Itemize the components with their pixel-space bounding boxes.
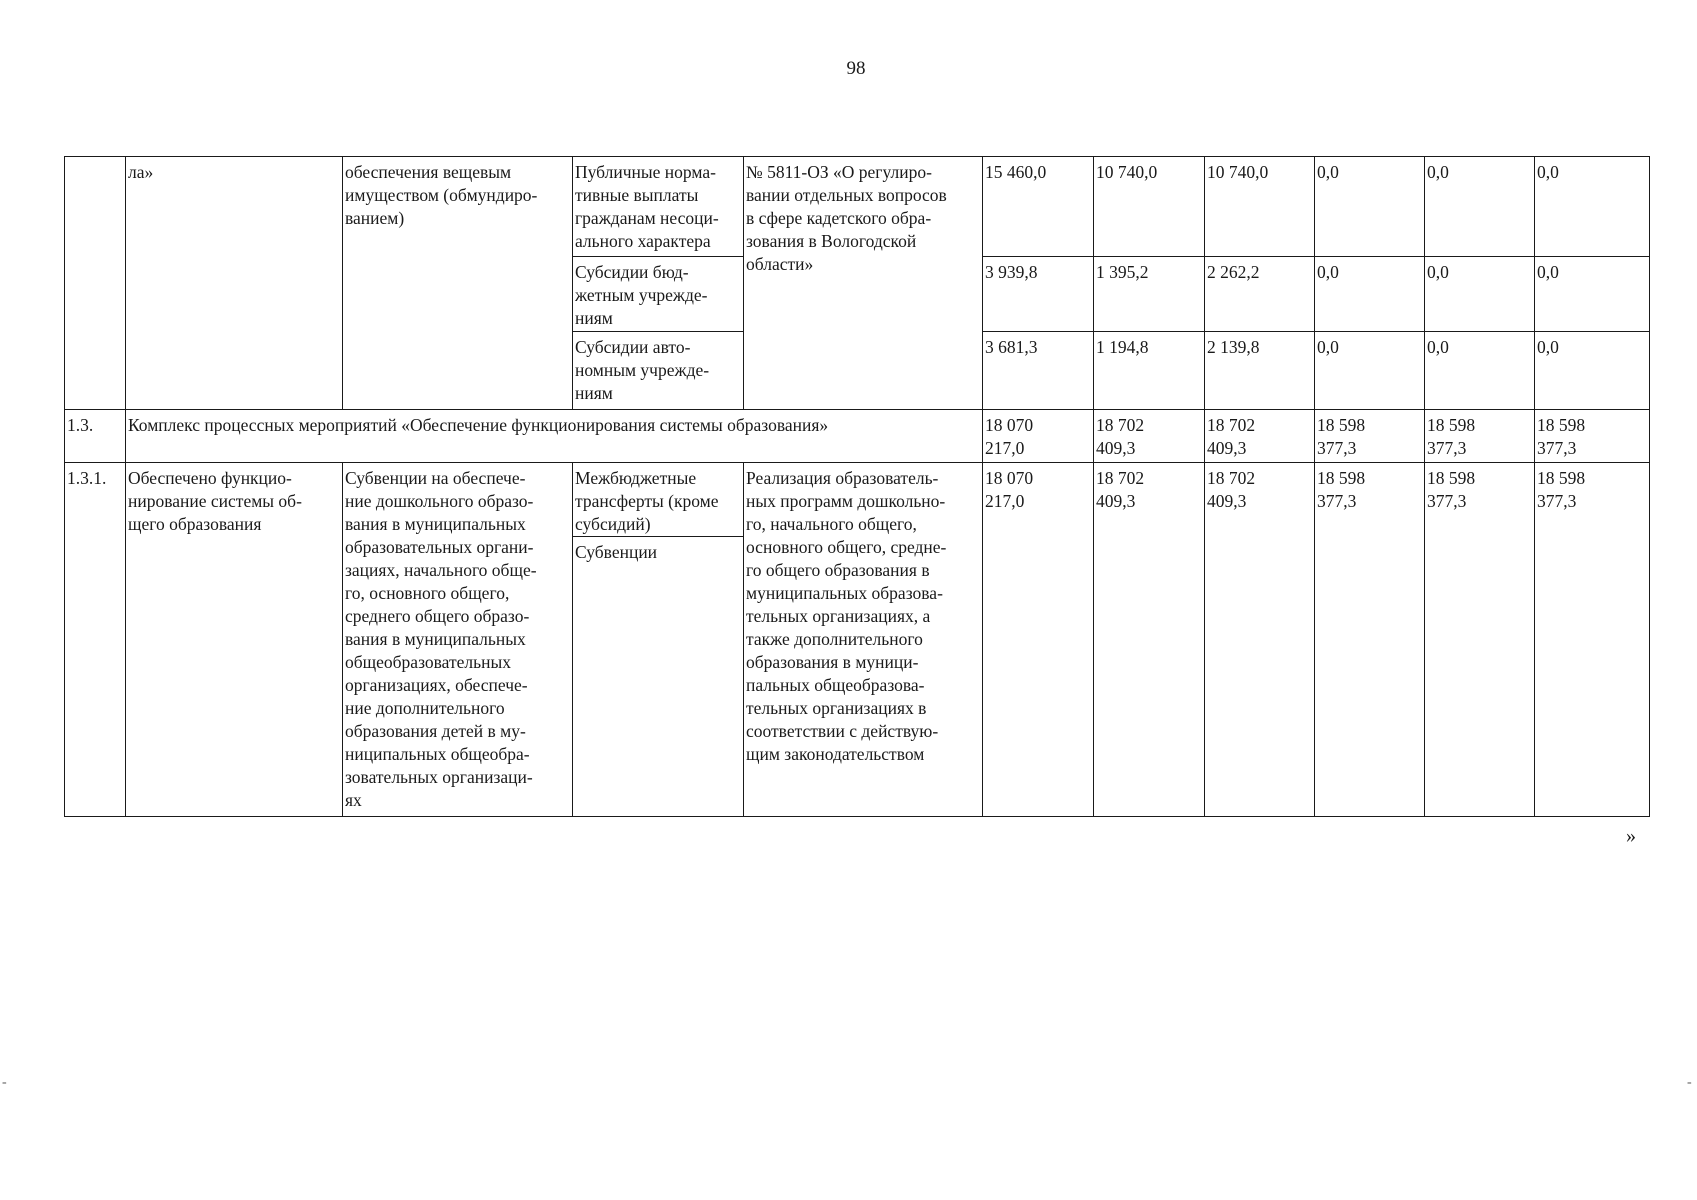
cell-value: 1 395,2 (1094, 257, 1205, 332)
closing-quote: » (1626, 825, 1636, 847)
cell-value: 18 598 377,3 (1425, 463, 1535, 817)
cell-name-continued: обеспечения вещевым имуществом (обмундиро- ванием) (343, 157, 573, 410)
cell-value: 18 070 217,0 (983, 463, 1094, 817)
cell-legal-basis: Реализация образователь- ных программ дошкольно- го, начального общего, основного общего, средне- го общего образования в муниципальных образова- тельных организациях, а также дополнительного образования в муници- пальных общеобразова- тельных организациях в соответствии с действую- щим законодательством (744, 463, 983, 817)
cell-number: 1.3.1. (65, 463, 126, 817)
scan-mark: - (1687, 1075, 1692, 1090)
cell-value: 18 598 377,3 (1535, 463, 1650, 817)
cell-value: 0,0 (1425, 257, 1535, 332)
cell-value: 0,0 (1425, 332, 1535, 410)
cell-number-empty (65, 157, 126, 410)
cell-value: 18 702 409,3 (1094, 410, 1205, 463)
cell-expense-type: Субвенции (573, 537, 744, 817)
cell-value: 0,0 (1315, 157, 1425, 257)
page-number: 98 (846, 58, 866, 79)
cell-value: 0,0 (1535, 157, 1650, 257)
cell-expense-type: Субсидии авто- номным учрежде- ниям (573, 332, 744, 410)
cell-result-continued: ла» (126, 157, 343, 410)
cell-value: 18 070 217,0 (983, 410, 1094, 463)
cell-value: 18 598 377,3 (1315, 410, 1425, 463)
table-row (65, 410, 1650, 463)
cell-value: 18 598 377,3 (1425, 410, 1535, 463)
cell-complex-title: Комплекс процессных мероприятий «Обеспечение функционирования системы образования» (126, 410, 983, 463)
cell-value: 18 598 377,3 (1535, 410, 1650, 463)
cell-name: Субвенции на обеспече- ние дошкольного образо- вания в муниципальных образовательных органи- зациях, начального обще- го, основного общего, среднего общего образо- вания в муниципальных общеобразовательных организациях, обеспече- ние дополнительного образования детей в му- ниципальных общеобра- зовательных организаци- ях (343, 463, 573, 817)
table-row (65, 157, 1650, 257)
cell-result: Обеспечено функцио- нирование системы об- щего образования (126, 463, 343, 817)
cell-value: 18 702 409,3 (1094, 463, 1205, 817)
cell-legal-basis: № 5811-ОЗ «О регулиро- вании отдельных вопросов в сфере кадетского обра- зования в Вологодской области» (744, 157, 983, 410)
cell-value: 0,0 (1315, 257, 1425, 332)
cell-value: 18 598 377,3 (1315, 463, 1425, 817)
program-table (64, 156, 1650, 817)
cell-expense-type: Межбюджетные трансферты (кроме субсидий) (573, 463, 744, 537)
cell-value: 10 740,0 (1205, 157, 1315, 257)
table-row (65, 463, 1650, 537)
cell-expense-type: Публичные норма- тивные выплаты гражданам несоци- ального характера (573, 157, 744, 257)
cell-value: 2 139,8 (1205, 332, 1315, 410)
cell-value: 15 460,0 (983, 157, 1094, 257)
cell-value: 0,0 (1315, 332, 1425, 410)
cell-value: 2 262,2 (1205, 257, 1315, 332)
cell-value: 0,0 (1535, 332, 1650, 410)
cell-value: 18 702 409,3 (1205, 410, 1315, 463)
cell-number: 1.3. (65, 410, 126, 463)
cell-value: 3 939,8 (983, 257, 1094, 332)
scan-mark: - (2, 1075, 7, 1090)
cell-value: 3 681,3 (983, 332, 1094, 410)
cell-value: 1 194,8 (1094, 332, 1205, 410)
cell-value: 0,0 (1425, 157, 1535, 257)
cell-value: 18 702 409,3 (1205, 463, 1315, 817)
cell-value: 0,0 (1535, 257, 1650, 332)
cell-expense-type: Субсидии бюд- жетным учрежде- ниям (573, 257, 744, 332)
cell-value: 10 740,0 (1094, 157, 1205, 257)
